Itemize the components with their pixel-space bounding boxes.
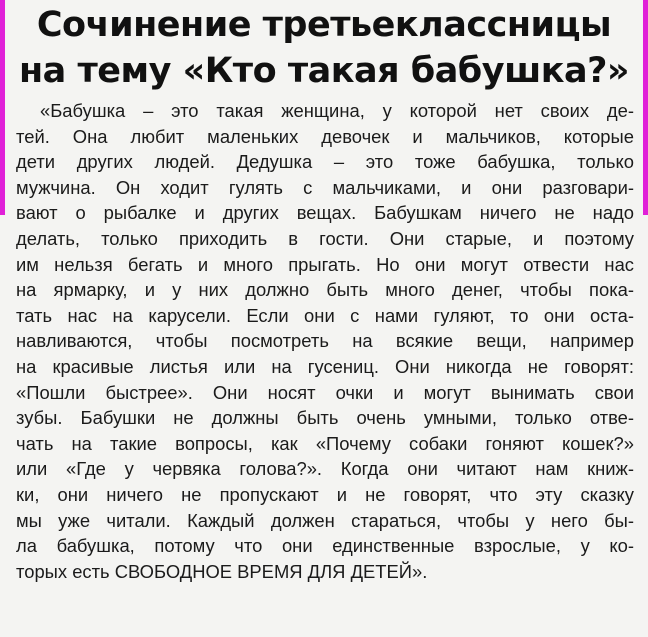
essay-line: делать, только приходить в гости. Они старые, и поэтому xyxy=(16,227,634,249)
essay-line: торых есть СВОБОДНОЕ ВРЕМЯ ДЛЯ ДЕТЕЙ». xyxy=(16,560,428,582)
essay-line: ки, они ничего не пропускают и не говорят, что эту сказку xyxy=(16,483,634,505)
essay-line: «Пошли быстрее». Они носят очки и могут вынимать свои xyxy=(16,381,634,403)
essay-line: зубы. Бабушки не должны быть очень умными, только отве- xyxy=(16,407,634,429)
essay-line: тей. Она любит маленьких девочек и мальчиков, которые xyxy=(16,125,634,147)
essay-line: дети других людей. Дедушка – это тоже бабушка, только xyxy=(16,151,634,173)
title-line-2: на тему «Кто такая бабушка?» xyxy=(18,51,630,91)
article-title xyxy=(0,2,648,94)
title-line-1: Сочинение третьеклассницы xyxy=(36,5,612,45)
essay-line: мы уже читали. Каждый должен стараться, чтобы у него бы- xyxy=(16,509,634,531)
essay-line: или «Где у червяка голова?». Когда они читают нам книж- xyxy=(16,458,634,480)
essay-line: им нельзя бегать и много прыгать. Но они могут отвести нас xyxy=(16,253,634,275)
essay-line: навливаются, чтобы посмотреть на всякие вещи, например xyxy=(16,330,634,352)
essay-line: «Бабушка – это такая женщина, у которой нет своих де- xyxy=(40,100,634,121)
essay-line: ла бабушка, потому что они единственные взрослые, у ко- xyxy=(16,535,634,557)
essay-line: чать на такие вопросы, как «Почему собаки гоняют кошек?» xyxy=(16,432,634,454)
essay-line: мужчина. Он ходит гулять с мальчиками, и они разговари- xyxy=(16,176,634,198)
essay-line: вают о рыбалке и других вещах. Бабушкам ничего не надо xyxy=(16,202,634,224)
essay-line: на ярмарку, и у них должно быть много денег, чтобы пока- xyxy=(16,279,634,301)
essay-body xyxy=(16,98,634,584)
essay-line: тать нас на карусели. Если они с нами гуляют, то они оста- xyxy=(16,304,634,326)
essay-line: на красивые листья или на гусениц. Они никогда не говорят: xyxy=(16,355,634,377)
